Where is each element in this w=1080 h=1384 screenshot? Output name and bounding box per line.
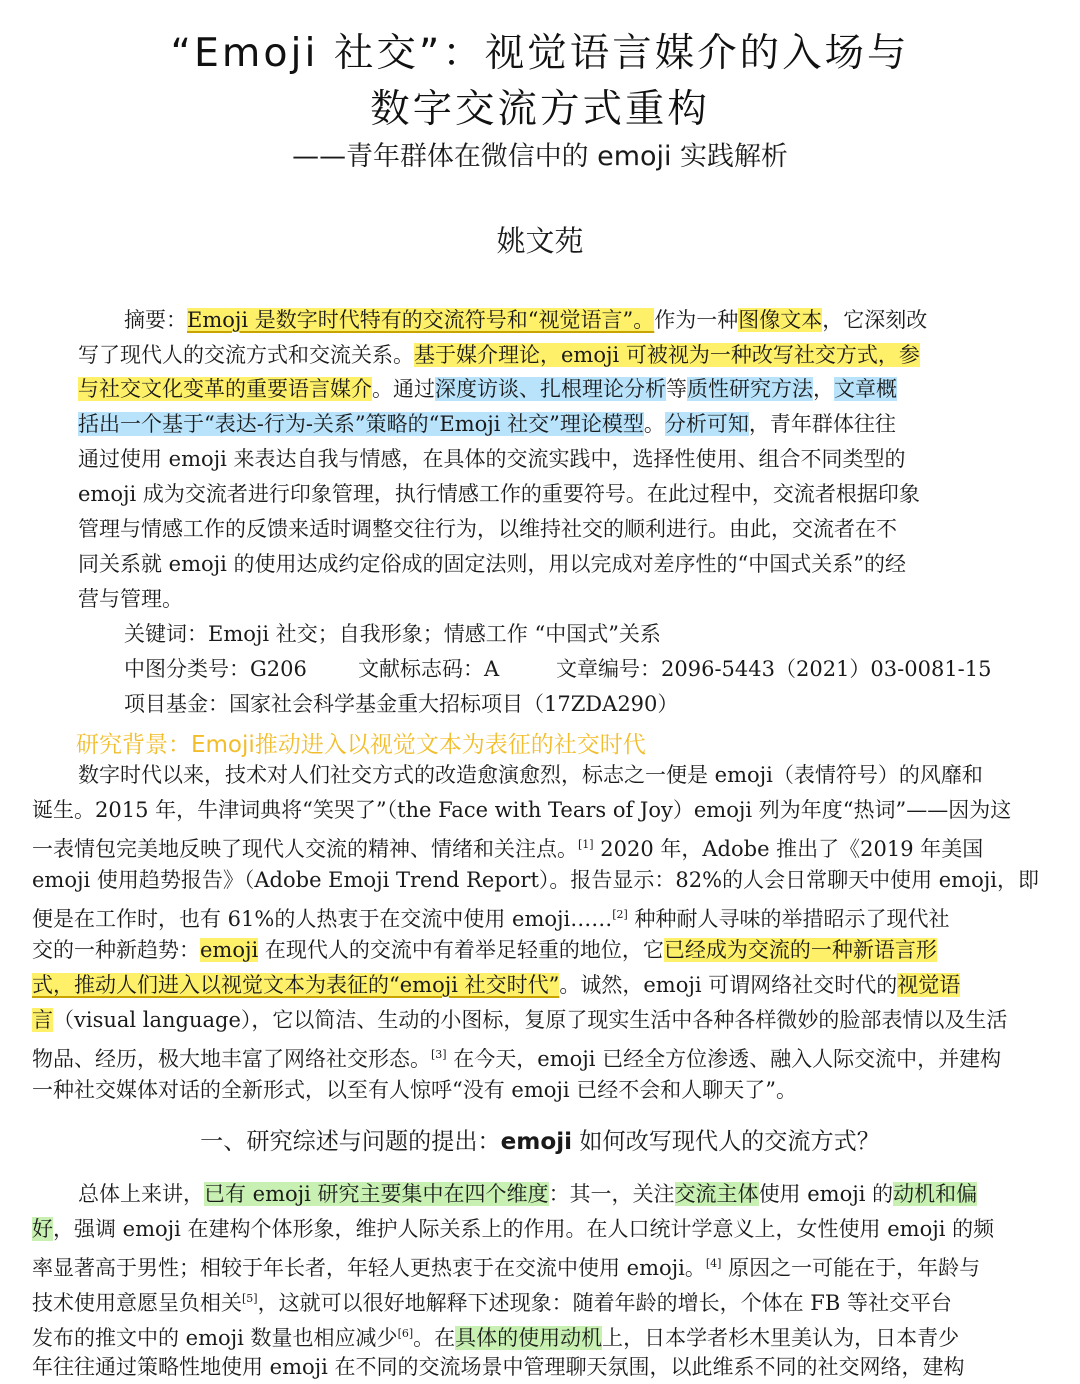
text: 交的一种新趋势：	[32, 938, 200, 962]
highlight-green: 具体的使用动机	[455, 1326, 603, 1350]
abstract-line: 通过使用 emoji 来表达自我与情感，在具体的交流实践中，选择性使用、组合不同类型的	[78, 447, 906, 471]
abstract-line	[124, 303, 927, 337]
highlight-yellow: 已经成为交流的一种新语言形	[663, 938, 937, 962]
abstract-line: 管理与情感工作的反馈来适时调整交往行为，以维持社交的顺利进行。由此，交流者在不	[78, 517, 897, 541]
highlight-blue: 深度访谈、扎根理论分析	[435, 377, 666, 401]
body-line	[32, 1282, 952, 1316]
body-line	[32, 828, 983, 862]
text: 一、研究综述与问题的提出：	[200, 1129, 501, 1155]
body-line	[32, 1003, 1007, 1037]
highlight-green: 已有 emoji 研究主要集中在四个维度	[204, 1182, 549, 1206]
text: 。在	[413, 1326, 456, 1350]
text: 种种耐人寻味的举措昭示了现代社	[627, 907, 950, 931]
citation: [3]	[431, 1048, 447, 1061]
highlight-yellow: 视觉语	[897, 973, 961, 997]
article-number: 文章编号：2096-5443（2021）03-0081-15	[556, 657, 992, 681]
text: ，	[813, 377, 834, 401]
text: 2020 年，Adobe 推出了《2019 年美国	[593, 837, 984, 861]
body-line	[78, 1177, 977, 1211]
body-line	[32, 1247, 980, 1281]
highlight-green: 动机和偏	[893, 1182, 978, 1206]
highlight-yellow: 言	[32, 1008, 53, 1032]
highlight-green: 交流主体	[674, 1182, 759, 1206]
body-line	[32, 1038, 1001, 1072]
body-line: emoji 使用趋势报告》（Adobe Emoji Trend Report）。报告显示：82%的人会日常聊天中使用 emoji，即	[32, 868, 1039, 892]
text: ，青年群体往往	[748, 412, 896, 436]
highlight-yellow: 与社交文化变革的重要语言媒介	[78, 377, 372, 401]
highlight-blue: 质性研究方法	[687, 377, 813, 401]
highlight-blue: 文章概	[834, 377, 897, 401]
text: 发布的推文中的 emoji 数量也相应减少	[32, 1326, 398, 1350]
text: 在现代人的交流中有着举足轻重的地位，它	[258, 938, 664, 962]
text: 等	[666, 377, 687, 401]
text: 总体上来讲，	[78, 1182, 204, 1206]
abstract-line	[78, 372, 897, 406]
paper-title-line2: 数字交流方式重构	[370, 86, 710, 132]
text: 便是在工作时，也有 61%的人热衷于在交流中使用 emoji……	[32, 907, 613, 931]
abstract-label: 摘要：	[124, 308, 187, 332]
body-line: 一种社交媒体对话的全新形式，以至有人惊呼“没有 emoji 已经不会和人聊天了”。	[32, 1078, 798, 1102]
text: 。	[643, 412, 665, 436]
highlight-yellow: 式，推动人们进入以视觉文本为表征的“emoji 社交时代”	[32, 973, 560, 997]
text: ，强调 emoji 在建构个体形象，维护人际关系上的作用。在人口统计学意义上，女性使用 emoji 的频	[53, 1217, 995, 1241]
text: ：其一，关注	[548, 1182, 675, 1206]
abstract-line: 营与管理。	[78, 587, 183, 611]
citation: [6]	[397, 1327, 414, 1340]
text: emoji	[500, 1129, 573, 1155]
body-line	[32, 933, 937, 967]
citation: [1]	[578, 838, 594, 851]
text: 一表情包完美地反映了现代人交流的精神、情绪和关注点。	[32, 837, 578, 861]
citation: [5]	[242, 1292, 258, 1305]
highlight-yellow: 图像文本	[738, 308, 823, 332]
text: 率显著高于男性；相较于年长者，年轻人更热衷于在交流中使用 emoji。	[32, 1256, 706, 1280]
text: 作为一种	[654, 308, 739, 332]
handwritten-annotation: 研究背景：Emoji推动进入以视觉文本为表征的社交时代	[76, 732, 646, 758]
abstract-line	[78, 407, 896, 441]
body-line: 诞生。2015 年，牛津词典将“笑哭了”（the Face with Tears of Joy）emoji 列为年度“热词”——因为这	[32, 798, 1012, 822]
highlight-yellow: Emoji 是数字时代特有的交流符号和“视觉语言”。	[187, 308, 655, 332]
text: 上，日本学者杉木里美认为，日本青少	[602, 1326, 960, 1350]
highlight-blue: 分析可知	[664, 412, 749, 436]
paper-subtitle: ——青年群体在微信中的 emoji 实践解析	[292, 141, 788, 172]
text: 技术使用意愿呈负相关	[32, 1291, 242, 1315]
clc-number: 中图分类号：G206	[124, 657, 307, 681]
highlight-yellow: emoji	[200, 938, 259, 962]
body-line	[32, 898, 950, 932]
highlight-blue: 括出一个基于“表达-行为-关系”策略的“Emoji 社交”理论模型	[78, 412, 644, 436]
body-line	[32, 1317, 959, 1351]
highlight-yellow: 基于媒介理论，emoji 可被视为一种改写社交方式，参	[414, 343, 920, 367]
abstract-line: emoji 成为交流者进行印象管理，执行情感工作的重要符号。在此过程中，交流者根据印象	[78, 482, 920, 506]
text: 。通过	[372, 377, 435, 401]
text: 物品、经历，极大地丰富了网络社交形态。	[32, 1047, 431, 1071]
body-line: 数字时代以来，技术对人们社交方式的改造愈演愈烈，标志之一便是 emoji（表情符号）的风靡和	[78, 763, 983, 787]
highlight-green: 好	[32, 1217, 53, 1241]
text: 使用 emoji 的	[758, 1182, 894, 1206]
abstract-line	[78, 338, 920, 372]
text: 。诚然，emoji 可谓网络社交时代的	[559, 973, 898, 997]
paper-author: 姚文苑	[496, 224, 584, 258]
document-code: 文献标志码：A	[358, 657, 500, 681]
paper-title-line1: “Emoji 社交”：视觉语言媒介的入场与	[170, 30, 910, 76]
text: 如何改写现代人的交流方式？	[572, 1129, 880, 1155]
text: （visual language），它以简洁、生动的小图标，复原了现实生活中各种各样微妙的脸部表情以及生活	[53, 1008, 1008, 1032]
keywords: 关键词：Emoji 社交；自我形象；情感工作 “中国式”关系	[124, 622, 661, 646]
text: 原因之一可能在于，年龄与	[721, 1256, 981, 1280]
fund: 项目基金：国家社会科学基金重大招标项目（17ZDA290）	[124, 692, 679, 716]
body-line	[32, 968, 960, 1002]
body-line: 年往往通过策略性地使用 emoji 在不同的交流场景中管理聊天氛围，以此维系不同的社交网络，建构	[32, 1355, 965, 1379]
text: ，它深刻改	[822, 308, 928, 332]
citation: [2]	[612, 908, 628, 921]
text: 在今天，emoji 已经全方位渗透、融入人际交流中，并建构	[446, 1047, 1002, 1071]
text: 写了现代人的交流方式和交流关系。	[78, 343, 414, 367]
section-heading	[0, 1122, 1080, 1156]
abstract-line: 同关系就 emoji 的使用达成约定俗成的固定法则，用以完成对差序性的“中国式关系”的经	[78, 552, 907, 576]
text: ，这就可以很好地解释下述现象：随着年龄的增长，个体在 FB 等社交平台	[257, 1291, 952, 1315]
citation: [4]	[705, 1257, 722, 1270]
body-line	[32, 1212, 994, 1246]
